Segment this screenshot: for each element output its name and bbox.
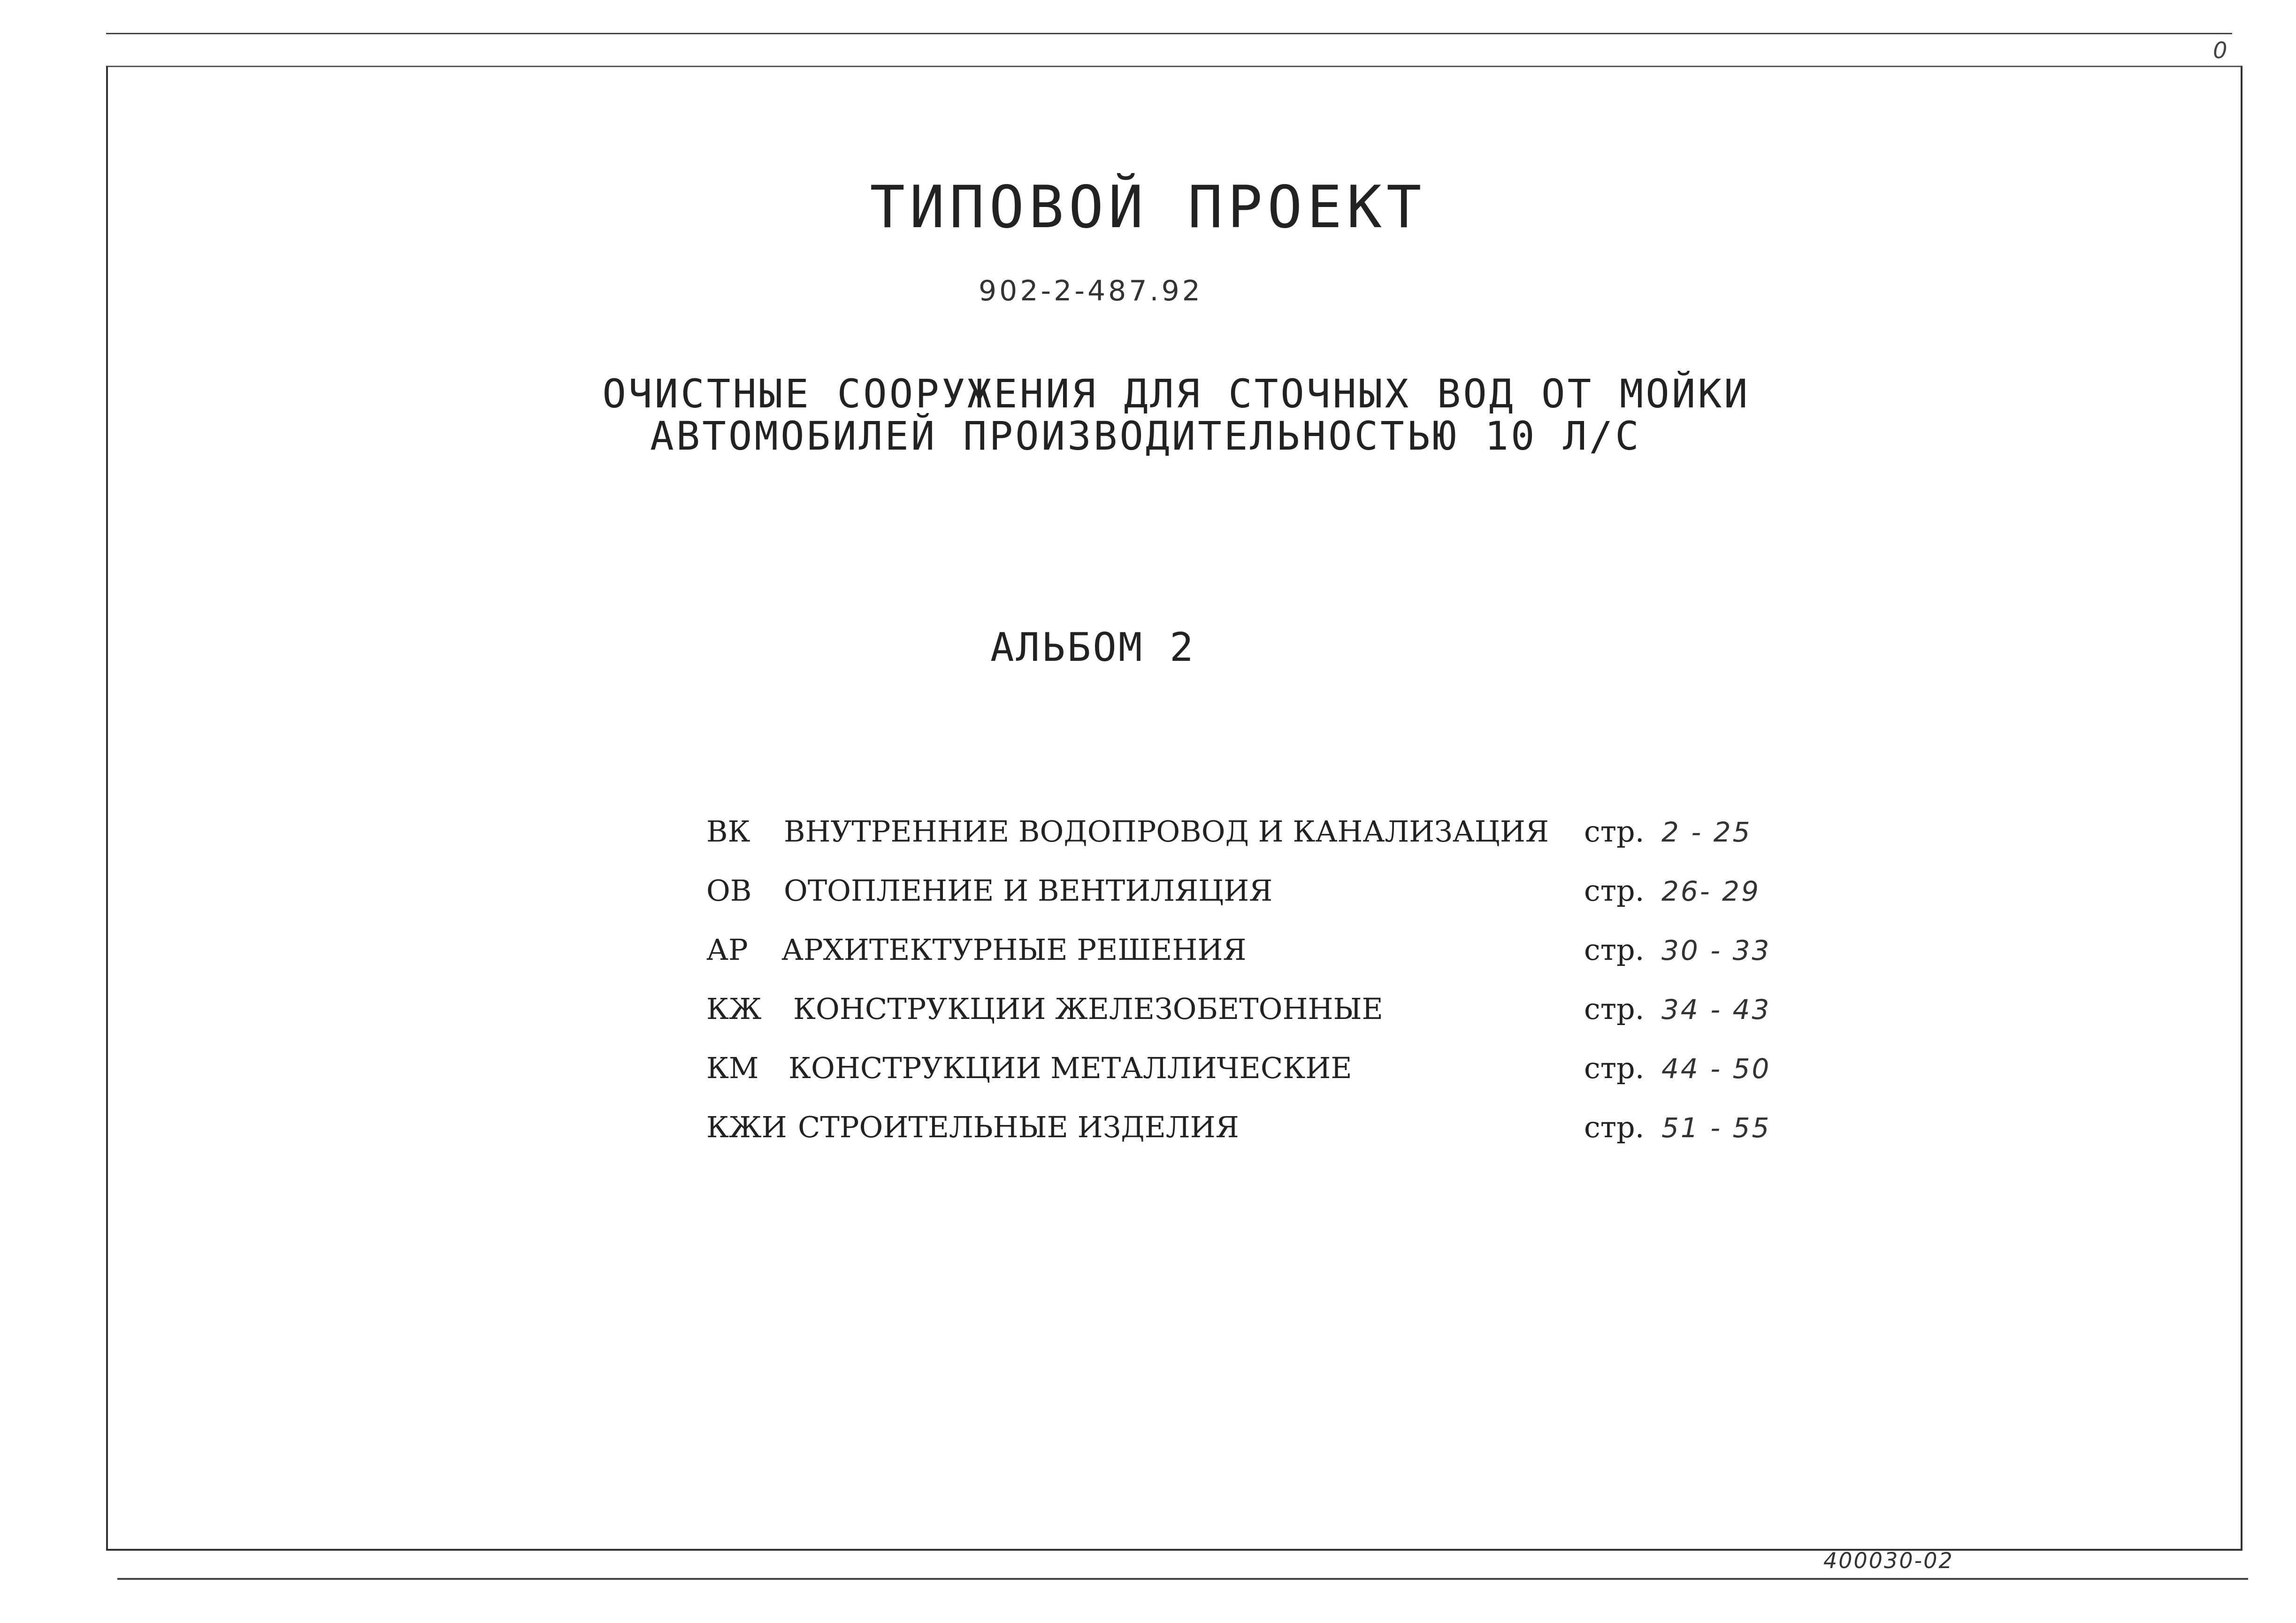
frame-top-line (106, 33, 2232, 34)
contents-row (706, 1051, 1786, 1110)
page-prefix: стр. (1584, 1110, 1645, 1144)
frame-bottom-line (117, 1578, 2248, 1580)
subtitle-line-2: АВТОМОБИЛЕЙ ПРОИЗВОДИТЕЛЬНОСТЬЮ 10 Л/С (650, 413, 1641, 459)
section-title: ОТОПЛЕНИЕ И ВЕНТИЛЯЦИЯ (784, 873, 1273, 908)
page-prefix: стр. (1584, 873, 1645, 908)
contents-row (706, 1110, 1786, 1169)
section-code: АР (706, 933, 748, 967)
page-range: 44 - 50 (1661, 1053, 1771, 1085)
contents-row (706, 873, 1786, 933)
page-prefix: стр. (1584, 1051, 1645, 1085)
section-code: КЖ (706, 992, 762, 1026)
section-title: СТРОИТЕЛЬНЫЕ ИЗДЕЛИЯ (798, 1110, 1239, 1144)
corner-mark: 0 (2213, 38, 2227, 64)
section-title: КОНСТРУКЦИИ ЖЕЛЕЗОБЕТОННЫЕ (793, 992, 1383, 1026)
section-title: АРХИТЕКТУРНЫЕ РЕШЕНИЯ (781, 933, 1247, 967)
contents-row (706, 933, 1786, 992)
document-stamp-number: 400030-02 (1823, 1548, 1954, 1573)
page-range: 26- 29 (1661, 875, 1760, 907)
page-range: 30 - 33 (1661, 934, 1771, 966)
contents-row (706, 992, 1786, 1051)
document-title: ТИПОВОЙ ПРОЕКТ (870, 174, 1426, 241)
section-title: ВНУТРЕННИЕ ВОДОПРОВОД И КАНАЛИЗАЦИЯ (784, 814, 1549, 849)
page-range: 51 - 55 (1661, 1112, 1771, 1144)
section-code: КЖИ (706, 1110, 787, 1144)
section-code: ВК (706, 814, 750, 849)
contents-list (706, 814, 1786, 1169)
section-code: ОВ (706, 873, 752, 908)
section-code: КМ (706, 1051, 759, 1085)
subtitle-line-1: ОЧИСТНЫЕ СООРУЖЕНИЯ ДЛЯ СТОЧНЫХ ВОД ОТ МОЙКИ (602, 371, 1750, 417)
page-range: 34 - 43 (1661, 994, 1771, 1026)
page-range: 2 - 25 (1661, 816, 1752, 848)
album-label: АЛЬБОМ 2 (990, 624, 1195, 670)
section-title: КОНСТРУКЦИИ МЕТАЛЛИЧЕСКИЕ (788, 1051, 1352, 1085)
page-prefix: стр. (1584, 992, 1645, 1026)
project-code: 902-2-487.92 (979, 275, 1203, 307)
contents-row (706, 814, 1786, 873)
page-prefix: стр. (1584, 933, 1645, 967)
page-prefix: стр. (1584, 814, 1645, 849)
